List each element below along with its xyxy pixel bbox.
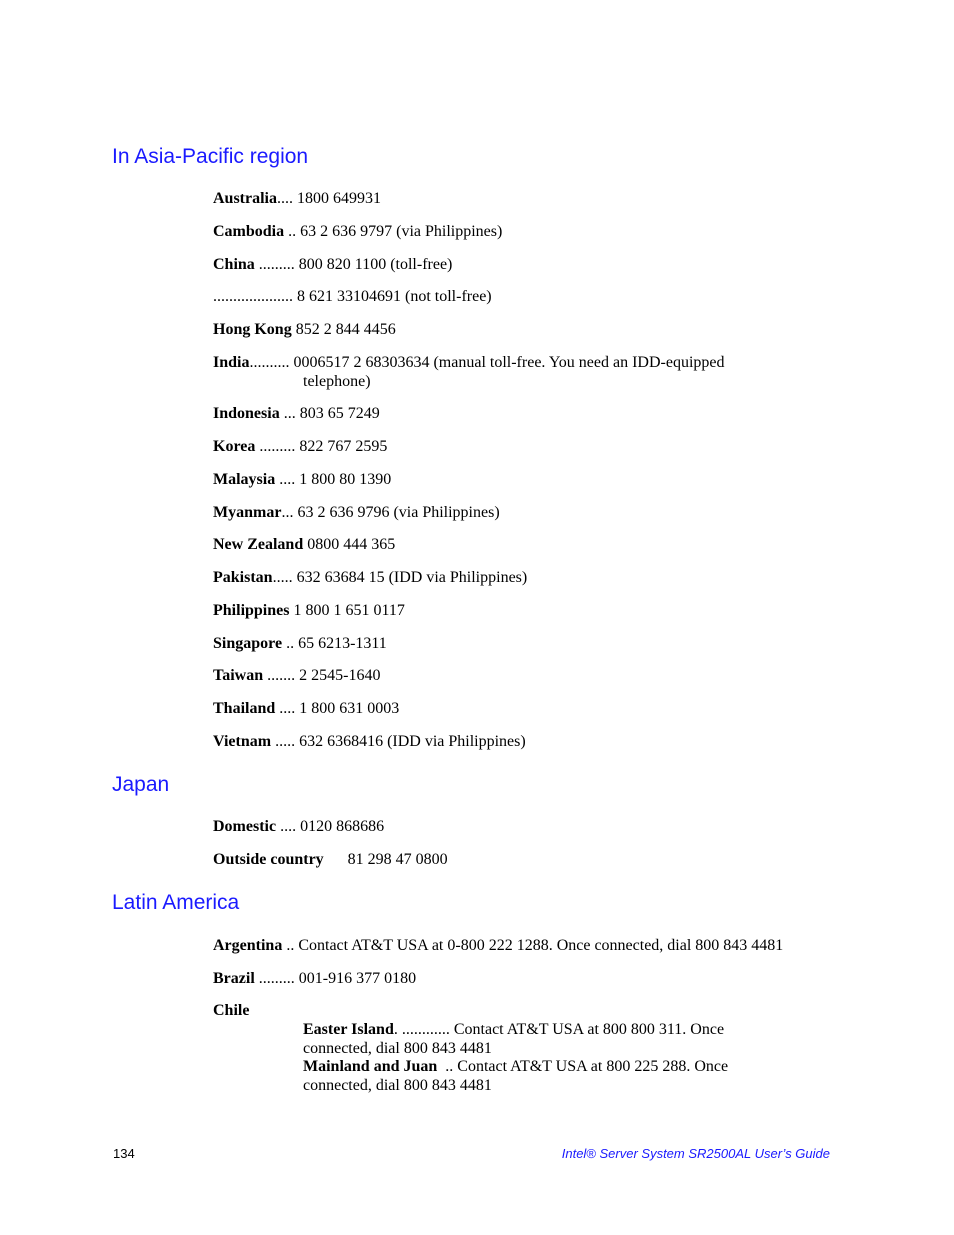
leader-dots: ..........: [249, 354, 294, 371]
phone-number: 800 820 1100 (toll-free): [298, 256, 453, 273]
list-item: [213, 503, 853, 522]
phone-number: 63 2 636 9797 (via Philippines): [300, 223, 503, 240]
leader-dots: ..: [437, 1058, 458, 1075]
list-item: [213, 732, 853, 751]
leader-dots: . ............: [393, 1021, 454, 1038]
list-item: [213, 320, 853, 339]
phone-number: 1800 649931: [297, 190, 381, 207]
phone-number-continued: connected, dial 800 843 4481: [303, 1040, 492, 1057]
phone-number: 803 65 7249: [299, 405, 380, 422]
region-label: Mainland and Juan: [303, 1058, 438, 1075]
leader-dots: .........: [254, 970, 299, 987]
leader-dots: ..: [282, 937, 299, 954]
phone-number: 0006517 2 68303634 (manual toll-free. You need an IDD-equipped: [293, 354, 725, 371]
list-item: [213, 535, 853, 554]
phone-number: Contact AT&T USA at 800 225 288. Once: [457, 1058, 729, 1075]
phone-number: 63 2 636 9796 (via Philippines): [297, 504, 500, 521]
list-item: [213, 699, 853, 718]
footer-title: Intel® Server System SR2500AL User’s Guide: [561, 1146, 830, 1161]
leader-dots: ....: [276, 818, 301, 835]
phone-number: 1 800 1 651 0117: [293, 602, 405, 619]
country-label: Outside country: [213, 851, 324, 868]
country-label: Malaysia: [213, 471, 276, 488]
country-label: Myanmar: [213, 504, 282, 521]
leader-dots: .......: [263, 667, 300, 684]
leader-dots: .........: [255, 438, 300, 455]
leader-dots: .....: [271, 733, 300, 750]
list-item: [213, 1001, 853, 1020]
country-label: Cambodia: [213, 223, 285, 240]
country-label: Thailand: [213, 700, 276, 717]
phone-number: 822 767 2595: [299, 438, 388, 455]
leader-dots: [324, 851, 348, 868]
list-item: [213, 634, 853, 653]
section-heading-asia: In Asia-Pacific region: [112, 145, 309, 168]
phone-number: 81 298 47 0800: [347, 851, 448, 868]
phone-number: 1 800 631 0003: [299, 700, 400, 717]
list-item: [213, 255, 853, 274]
country-label: China: [213, 256, 255, 273]
list-item: [213, 222, 853, 241]
leader-dots: .....: [272, 569, 297, 586]
list-item: [213, 189, 853, 208]
list-item: [213, 437, 853, 456]
phone-number-continued: telephone): [303, 373, 371, 390]
leader-dots: ...: [281, 504, 298, 521]
page-number: 134: [113, 1146, 135, 1161]
list-item: [213, 568, 853, 587]
list-item: [303, 1020, 773, 1058]
country-label: Chile: [213, 1002, 250, 1019]
phone-number: 001-916 377 0180: [298, 970, 417, 987]
leader-dots: ....................: [213, 288, 297, 305]
country-label: Hong Kong: [213, 321, 292, 338]
phone-number: 0120 868686: [300, 818, 385, 835]
country-label: Korea: [213, 438, 256, 455]
country-label: Domestic: [213, 818, 277, 835]
list-item: [213, 470, 853, 489]
phone-number-continued: connected, dial 800 843 4481: [303, 1077, 492, 1094]
leader-dots: ....: [275, 700, 300, 717]
list-item: [303, 1057, 773, 1095]
list-item: [213, 936, 913, 955]
country-label: Vietnam: [213, 733, 272, 750]
phone-number: 2 2545-1640: [299, 667, 381, 684]
country-label: Philippines: [213, 602, 290, 619]
country-label: Indonesia: [213, 405, 280, 422]
list-item: [213, 666, 853, 685]
list-item: [213, 601, 853, 620]
phone-number: Contact AT&T USA at 0-800 222 1288. Once connected, dial 800 843 4481: [298, 937, 784, 954]
phone-number: 65 6213-1311: [298, 635, 387, 652]
phone-number: 632 6368416 (IDD via Philippines): [299, 733, 526, 750]
leader-dots: ..: [282, 635, 299, 652]
section-heading-japan: Japan: [112, 773, 170, 796]
leader-dots: ..: [284, 223, 301, 240]
list-item: [213, 287, 853, 306]
leader-dots: ...: [279, 405, 300, 422]
country-label: Taiwan: [213, 667, 264, 684]
section-heading-latin-america: Latin America: [112, 891, 240, 914]
country-label: India: [213, 354, 250, 371]
phone-number: Contact AT&T USA at 800 800 311. Once: [453, 1021, 725, 1038]
country-label: Argentina: [213, 937, 283, 954]
phone-number: 0800 444 365: [307, 536, 396, 553]
leader-dots: ....: [275, 471, 300, 488]
list-item: [213, 817, 853, 836]
phone-number: 852 2 844 4456: [295, 321, 396, 338]
country-label: New Zealand: [213, 536, 304, 553]
region-label: Easter Island: [303, 1021, 394, 1038]
list-item: [213, 850, 853, 869]
phone-number: 1 800 80 1390: [299, 471, 392, 488]
country-label: Singapore: [213, 635, 283, 652]
phone-number: 632 63684 15 (IDD via Philippines): [296, 569, 528, 586]
country-label: Brazil: [213, 970, 255, 987]
leader-dots: ....: [277, 190, 297, 207]
leader-dots: .........: [254, 256, 299, 273]
list-item: [213, 404, 853, 423]
list-item: [213, 969, 853, 988]
country-label: Australia: [213, 190, 277, 207]
list-item: [213, 353, 853, 391]
phone-number: 8 621 33104691 (not toll-free): [297, 288, 492, 305]
country-label: Pakistan: [213, 569, 273, 586]
